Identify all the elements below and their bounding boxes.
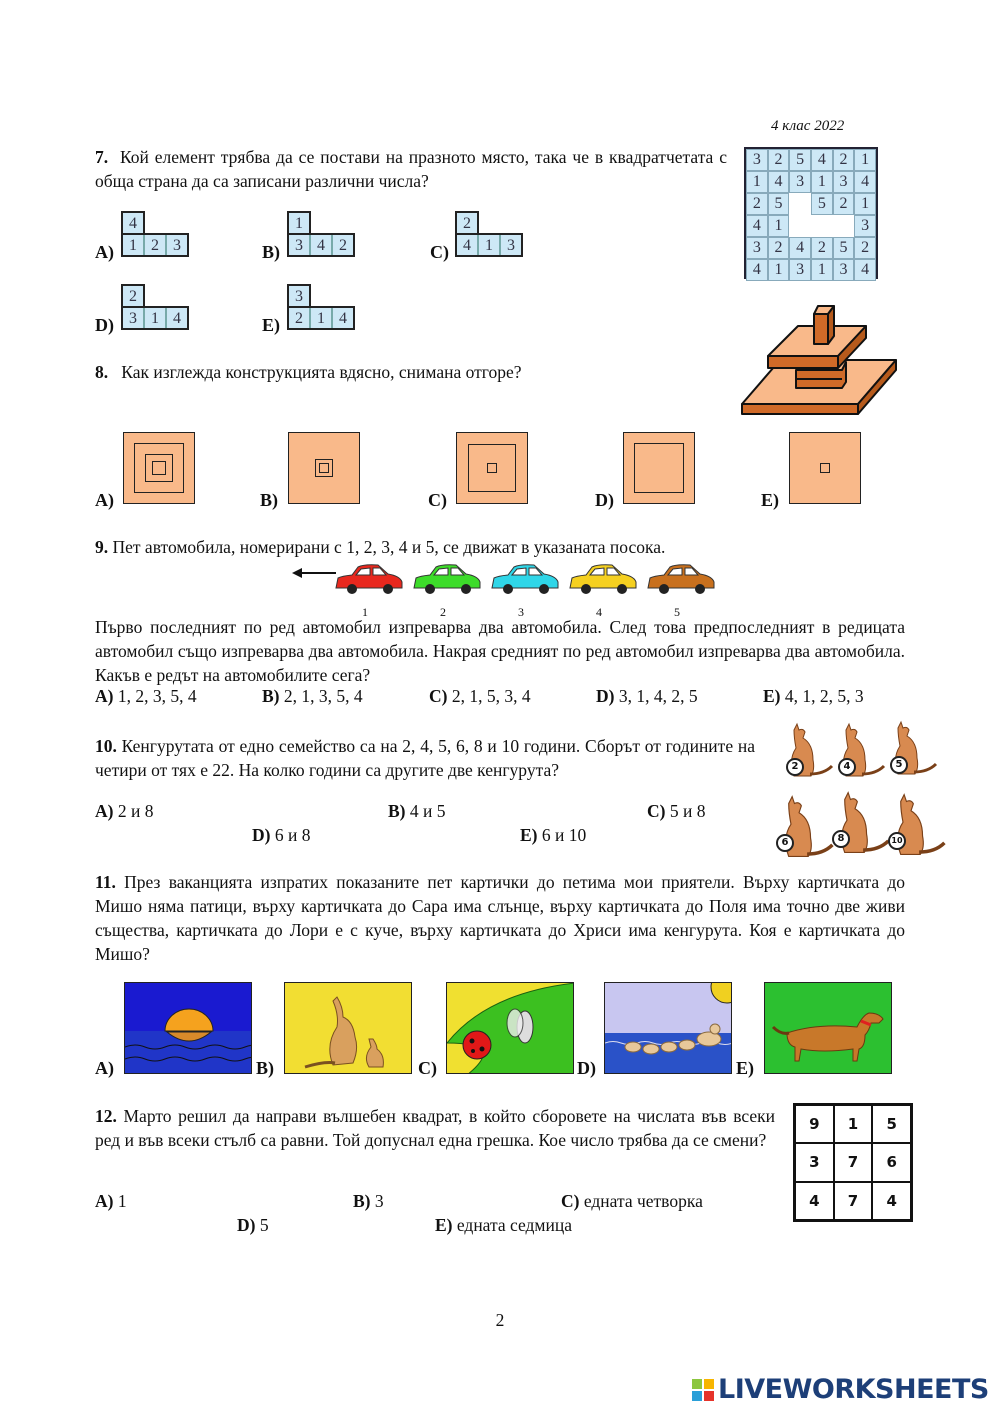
square-cell[interactable]: 9 — [795, 1105, 834, 1143]
option-label: C) — [561, 1191, 580, 1211]
car-icon — [568, 562, 638, 596]
option-label[interactable]: E) — [262, 315, 280, 335]
piece-cell: 2 — [288, 307, 310, 329]
car-2 — [412, 562, 482, 620]
option-a[interactable] — [95, 686, 197, 707]
option-label: C) — [429, 686, 448, 706]
piece-cell: 1 — [144, 307, 166, 329]
card-kangaroos[interactable] — [284, 982, 412, 1074]
piece-cell: 3 — [122, 307, 144, 329]
grid-cell: 3 — [746, 149, 768, 171]
piece-cell: 2 — [144, 234, 166, 256]
card-dog[interactable] — [764, 982, 892, 1074]
car-icon — [490, 562, 560, 596]
option-label: D) — [596, 686, 615, 706]
option-label[interactable]: D) — [595, 490, 614, 510]
option-label: A) — [95, 686, 114, 706]
q10-text: 10. Кенгурутата от едно семейство са на 2, 4, 5, 6, 8 и 10 години. Сборът от годините на четири от тях е 22. На колко години са другите две кенгурута? — [95, 736, 755, 780]
option-piece[interactable] — [288, 285, 356, 331]
kangaroo-icon — [828, 720, 888, 780]
option-label[interactable]: C) — [430, 242, 449, 262]
car-4 — [568, 562, 638, 620]
option-value: 3 — [374, 1191, 384, 1211]
piece-outline — [287, 211, 311, 235]
option-value: 1 — [117, 1191, 127, 1211]
kangaroo-6 — [768, 792, 830, 858]
magic-square — [793, 1103, 913, 1222]
square-cell[interactable]: 6 — [872, 1143, 911, 1181]
grid-cell: 3 — [833, 171, 855, 193]
piece-cell: 3 — [288, 234, 310, 256]
piece-cell: 3 — [288, 285, 310, 307]
option-value: 2 и 8 — [117, 801, 154, 821]
grid-cell: 2 — [768, 237, 790, 259]
square-cell[interactable]: 1 — [834, 1105, 873, 1143]
age-badge: 5 — [890, 756, 908, 774]
grid-cell: 5 — [789, 149, 811, 171]
piece-cell: 2 — [456, 212, 478, 234]
square-cell[interactable]: 5 — [872, 1105, 911, 1143]
grid-cell: 4 — [789, 237, 811, 259]
piece-outline — [455, 233, 523, 257]
q7-text: 7. Кой елемент трябва да се постави на празното място, така че в квадратчетата с обща страна да са записани различни числа? — [95, 147, 727, 191]
car-number: 4 — [596, 605, 602, 619]
kangaroo-5 — [880, 718, 932, 776]
top-view-option[interactable] — [623, 432, 695, 504]
inner-square — [820, 463, 830, 473]
q7-number-grid — [744, 147, 878, 279]
option-label: B) — [388, 801, 406, 821]
page-number: 2 — [495, 1310, 505, 1330]
option-value: 1, 2, 3, 5, 4 — [117, 686, 197, 706]
card-sunset[interactable] — [124, 982, 252, 1074]
piece-cell: 4 — [456, 234, 478, 256]
square-cell[interactable]: 7 — [834, 1143, 873, 1181]
option-value: 3, 1, 4, 2, 5 — [618, 686, 698, 706]
empty-cell[interactable] — [811, 215, 833, 237]
option-label[interactable]: A) — [95, 242, 114, 262]
piece-outline — [121, 306, 189, 330]
age-badge: 6 — [776, 834, 794, 852]
car-number: 3 — [518, 605, 524, 619]
grid-cell: 4 — [746, 215, 768, 237]
option-label[interactable]: E) — [736, 1058, 754, 1078]
piece-cell: 1 — [122, 234, 144, 256]
grid-cell: 1 — [854, 149, 876, 171]
grid-cell: 3 — [789, 171, 811, 193]
top-view-option[interactable] — [789, 432, 861, 504]
age-badge: 4 — [838, 758, 856, 776]
option-d[interactable] — [596, 686, 698, 707]
liveworksheets-logo: LIVEWORKSHEETS — [692, 1374, 989, 1405]
grid-cell: 3 — [854, 215, 876, 237]
grid-cell: 1 — [811, 259, 833, 281]
car-number: 5 — [674, 605, 680, 619]
empty-cell[interactable] — [789, 193, 811, 215]
car-number: 1 — [362, 605, 368, 619]
piece-outline — [287, 233, 355, 257]
grid-cell: 1 — [854, 193, 876, 215]
kangaroo-icon — [880, 718, 940, 778]
option-piece[interactable] — [456, 212, 524, 258]
option-label: E) — [763, 686, 781, 706]
car-number: 2 — [440, 605, 446, 619]
square-cell[interactable]: 4 — [795, 1182, 834, 1220]
grid-cell: 1 — [746, 171, 768, 193]
grid-cell: 5 — [811, 193, 833, 215]
option-label: A) — [95, 1191, 114, 1211]
piece-cell: 1 — [288, 212, 310, 234]
grid-cell: 4 — [768, 171, 790, 193]
car-icon — [334, 562, 404, 596]
square-cell[interactable]: 4 — [872, 1182, 911, 1220]
grade-year: 4 клас 2022 — [771, 118, 845, 134]
age-badge: 2 — [786, 758, 804, 776]
option-label[interactable]: A) — [95, 490, 114, 510]
option-label[interactable]: D) — [577, 1058, 596, 1078]
piece-cell: 3 — [500, 234, 522, 256]
option-label: E) — [520, 825, 538, 845]
car-3 — [490, 562, 560, 620]
piece-outline — [287, 306, 355, 330]
option-value: едната четворка — [583, 1191, 703, 1211]
option-e[interactable] — [763, 686, 864, 707]
grid-cell: 2 — [768, 149, 790, 171]
q9-text: 9. Пет автомобила, номерирани с 1, 2, 3, 4 и 5, се движат в указаната посока. — [95, 537, 666, 557]
logo-blocks-icon — [692, 1379, 714, 1401]
grid-cell: 2 — [854, 237, 876, 259]
grid-cell: 5 — [768, 193, 790, 215]
empty-cell[interactable] — [789, 215, 811, 237]
square-cell[interactable]: 3 — [795, 1143, 834, 1181]
grid-cell: 1 — [811, 171, 833, 193]
piece-cell: 4 — [166, 307, 188, 329]
piece-cell: 4 — [332, 307, 354, 329]
option-label: C) — [647, 801, 666, 821]
option-label[interactable]: B) — [262, 242, 280, 262]
kangaroo-icon — [776, 720, 836, 780]
grid-cell: 2 — [833, 149, 855, 171]
q11-text: 11. През ваканцията изпратих показаните пет картички до петима мои приятели. Върху картичката до Мишо няма патици, върху картичката до Сара има слънце, върху картичката до Поля има точно две живи същества, картичката до Лори е с куче, върху картичката до Хриси има кенгурута. Коя е картичката до Мишо? — [95, 872, 905, 964]
option-piece[interactable] — [122, 285, 190, 331]
construction-illustration — [738, 298, 900, 418]
option-label: E) — [435, 1215, 453, 1235]
kangaroo-8 — [824, 788, 886, 854]
option-e[interactable] — [435, 1215, 572, 1236]
piece-cell: 2 — [332, 234, 354, 256]
direction-arrow-icon — [292, 566, 338, 580]
piece-outline — [121, 284, 145, 308]
square-cell[interactable]: 7 — [834, 1182, 873, 1220]
option-value: 5 и 8 — [669, 801, 706, 821]
grid-cell: 4 — [854, 171, 876, 193]
q12-text: 12. Марто решил да направи вълшебен квадрат, в който сборовете на числата във всеки ред и във всеки стълб са равни. Той допуснал една грешка. Кое число трябва да се смени? — [95, 1106, 776, 1150]
option-c[interactable] — [647, 801, 705, 822]
inner-square — [152, 461, 166, 475]
option-c[interactable] — [561, 1191, 703, 1212]
option-label: B) — [262, 686, 280, 706]
piece-outline — [121, 233, 189, 257]
piece-cell: 4 — [122, 212, 144, 234]
age-badge: 10 — [888, 832, 906, 850]
option-label: B) — [353, 1191, 371, 1211]
q9-paragraph: Първо последният по ред автомобил изпреварва два автомобила. След това предпоследният в редицата автомобил също изпреварва два автомобила. Накрая средният по ред автомобил изпреварва два автомобила. Какъв е редът на автомобилите сега? — [95, 617, 905, 685]
kangaroo-2 — [776, 720, 828, 778]
option-value: едната седмица — [456, 1215, 572, 1235]
grid-cell: 2 — [746, 193, 768, 215]
piece-cell: 4 — [310, 234, 332, 256]
car-5 — [646, 562, 716, 620]
option-label: A) — [95, 801, 114, 821]
option-value: 6 и 10 — [541, 825, 587, 845]
piece-cell: 3 — [166, 234, 188, 256]
option-label: D) — [237, 1215, 256, 1235]
grid-cell: 1 — [768, 259, 790, 281]
inner-square — [634, 443, 684, 493]
piece-cell: 1 — [310, 307, 332, 329]
option-label[interactable]: A) — [95, 1058, 114, 1078]
option-label[interactable]: D) — [95, 315, 114, 335]
grid-cell: 4 — [811, 149, 833, 171]
kangaroo-icon — [880, 790, 949, 859]
top-view-option[interactable] — [288, 432, 360, 504]
option-b[interactable] — [262, 686, 363, 707]
piece-cell: 2 — [122, 285, 144, 307]
option-piece[interactable] — [288, 212, 356, 258]
option-value: 2, 1, 5, 3, 4 — [451, 686, 531, 706]
option-e[interactable] — [520, 825, 586, 846]
option-piece[interactable] — [122, 212, 190, 258]
option-d[interactable] — [252, 825, 310, 846]
option-a[interactable] — [95, 1191, 127, 1212]
kangaroo-10 — [880, 790, 942, 856]
grid-cell: 4 — [854, 259, 876, 281]
grid-cell: 4 — [746, 259, 768, 281]
option-a[interactable] — [95, 801, 153, 822]
grid-cell: 3 — [746, 237, 768, 259]
option-value: 4, 1, 2, 5, 3 — [784, 686, 864, 706]
car-icon — [646, 562, 716, 596]
option-b[interactable] — [388, 801, 446, 822]
option-value: 5 — [259, 1215, 269, 1235]
top-view-option[interactable] — [123, 432, 195, 504]
piece-outline — [121, 211, 145, 235]
age-badge: 8 — [832, 830, 850, 848]
kangaroo-4 — [828, 720, 880, 778]
option-label[interactable]: B) — [260, 490, 278, 510]
option-label[interactable]: C) — [428, 490, 447, 510]
car-1 — [334, 562, 404, 620]
option-d[interactable] — [237, 1215, 269, 1236]
piece-outline — [455, 211, 479, 235]
inner-square — [487, 463, 497, 473]
piece-outline — [287, 284, 311, 308]
option-label[interactable]: C) — [418, 1058, 437, 1078]
grid-cell: 2 — [833, 193, 855, 215]
grid-cell: 3 — [833, 259, 855, 281]
option-c[interactable] — [429, 686, 531, 707]
option-value: 2, 1, 3, 5, 4 — [283, 686, 363, 706]
empty-cell[interactable] — [833, 215, 855, 237]
grid-cell: 2 — [811, 237, 833, 259]
option-value: 4 и 5 — [409, 801, 446, 821]
option-b[interactable] — [353, 1191, 384, 1212]
top-view-option[interactable] — [456, 432, 528, 504]
card-ducks[interactable] — [604, 982, 732, 1074]
q8-text: 8. Как изглежда конструкцията вдясно, снимана отгоре? — [95, 362, 522, 382]
inner-square — [319, 463, 329, 473]
option-value: 6 и 8 — [274, 825, 311, 845]
option-label: D) — [252, 825, 271, 845]
option-label[interactable]: E) — [761, 490, 779, 510]
piece-cell: 1 — [478, 234, 500, 256]
grid-cell: 5 — [833, 237, 855, 259]
car-icon — [412, 562, 482, 596]
card-ladybug-fly[interactable] — [446, 982, 574, 1074]
grid-cell: 1 — [768, 215, 790, 237]
grid-cell: 3 — [789, 259, 811, 281]
option-label[interactable]: B) — [256, 1058, 274, 1078]
